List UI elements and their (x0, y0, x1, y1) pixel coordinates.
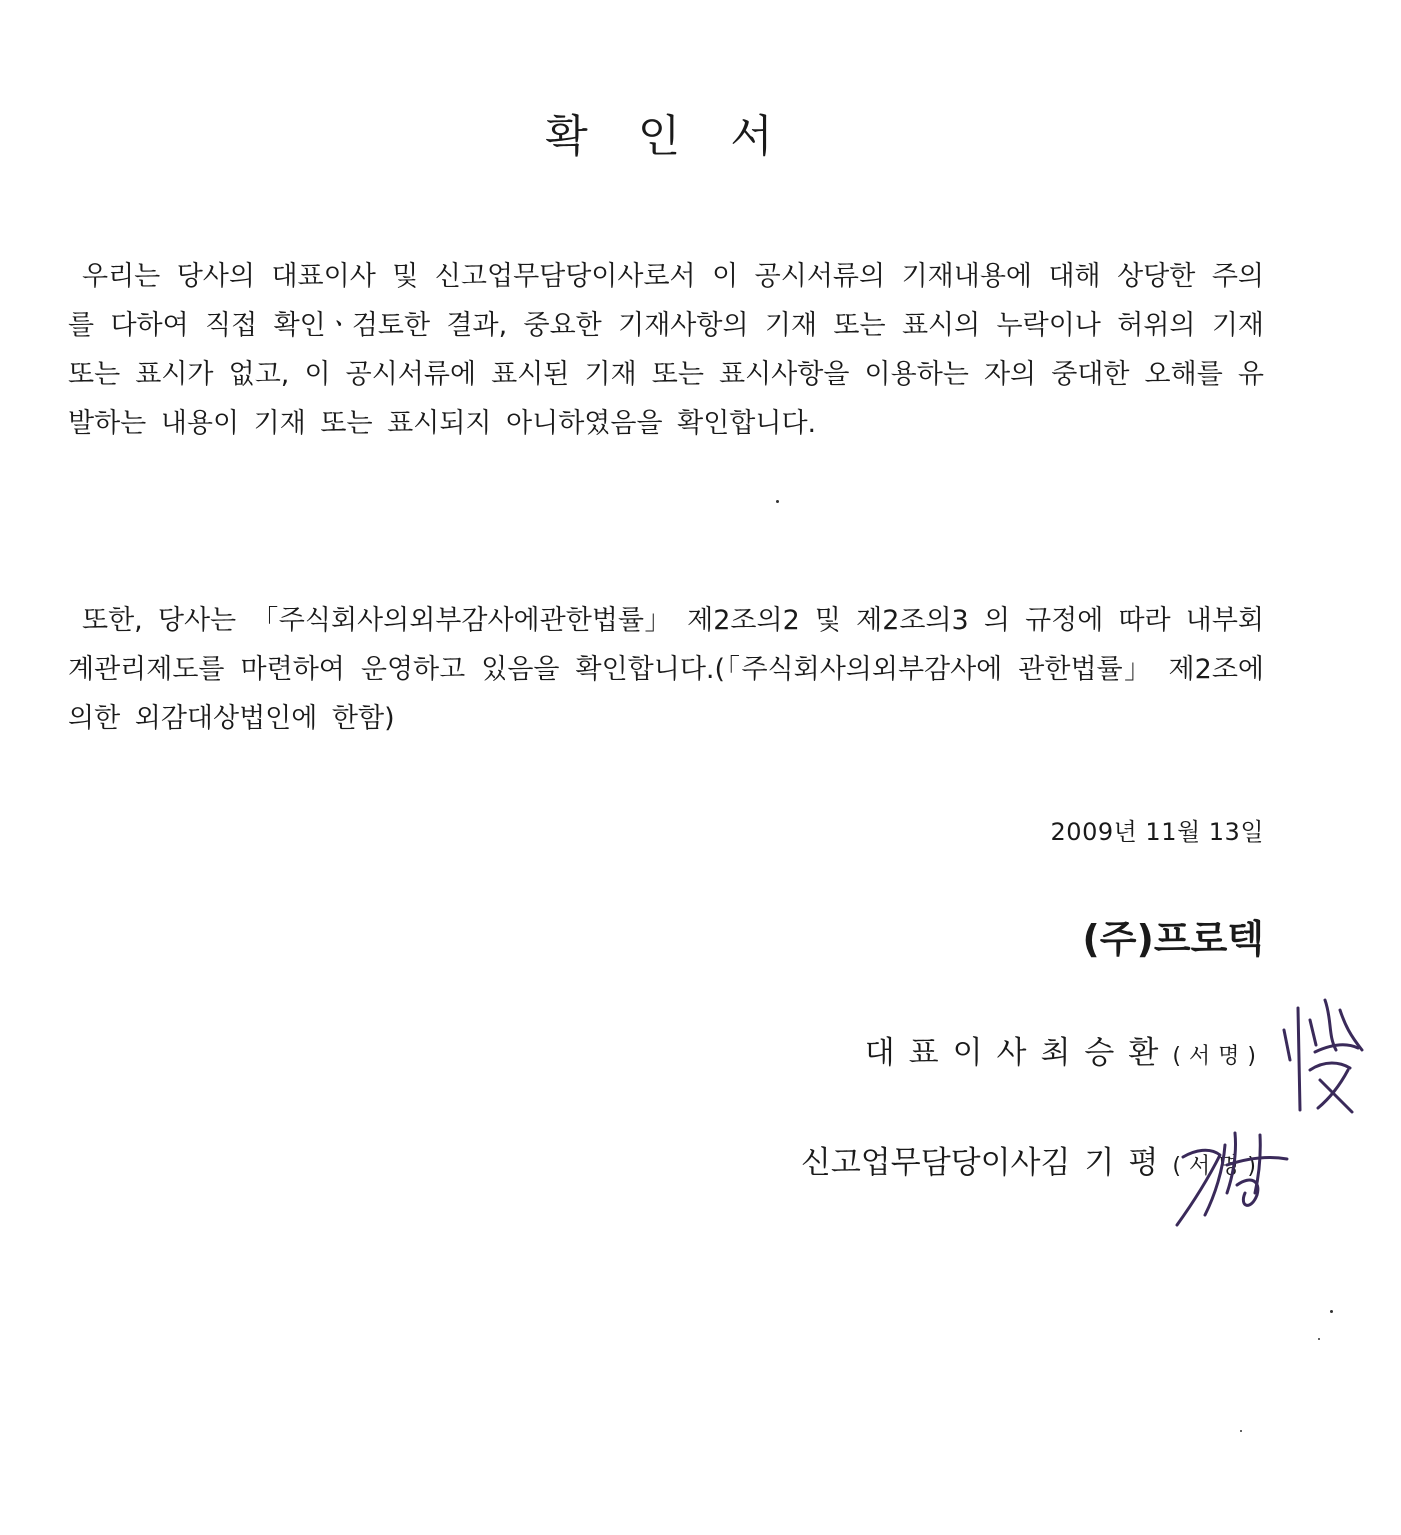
scan-speck (1330, 1310, 1333, 1313)
scan-speck (776, 500, 779, 503)
internal-control-paragraph-text: 또한, 당사는 「주식회사의외부감사에관한법률」 제2조의2 및 제2조의3 의 규정에 따라 내부회계관리제도를 마련하여 운영하고 있음을 확인합니다.(「주식회사의외부감사에 관한법률」 제2조에 의한 외감대상법인에 한함) (68, 605, 1264, 734)
officer-role: 신고업무담당이사 (800, 1145, 1041, 1181)
internal-control-paragraph (68, 596, 1264, 743)
confirmation-paragraph-text: 우리는 당사의 대표이사 및 신고업무담당이사로서 이 공시서류의 기재내용에 대해 상당한 주의를 다하여 직접 확인ㆍ검토한 결과, 중요한 기재사항의 기재 또는 표시의 누락이나 허위의 기재 또는 표시가 없고, 이 공시서류에 표시된 기재 또는 표시사항을 이용하는 자의 중대한 오해를 유발하는 내용이 기재 또는 표시되지 아니하였음을 확인합니다. (68, 261, 1264, 439)
ceo-signature-line (865, 1027, 1264, 1072)
ceo-name: 최승환 (1040, 1035, 1173, 1071)
ceo-role: 대표이사 (864, 1035, 1041, 1071)
scan-speck (1240, 1430, 1242, 1432)
ceo-sign-label: (서명) (1172, 1044, 1264, 1069)
document-title: 확 인 서 (545, 111, 791, 162)
officer-name: 김기평 (1040, 1145, 1173, 1181)
officer-sign-label: (서명) (1172, 1154, 1264, 1179)
document-date: 2009년 11월 13일 (1050, 818, 1264, 846)
confirmation-paragraph (68, 252, 1264, 448)
company-name: (주)프로텍 (1082, 917, 1264, 961)
ceo-handwritten-signature (1270, 990, 1370, 1130)
disclosure-officer-signature-line (801, 1137, 1264, 1182)
scan-speck (1318, 1338, 1320, 1340)
